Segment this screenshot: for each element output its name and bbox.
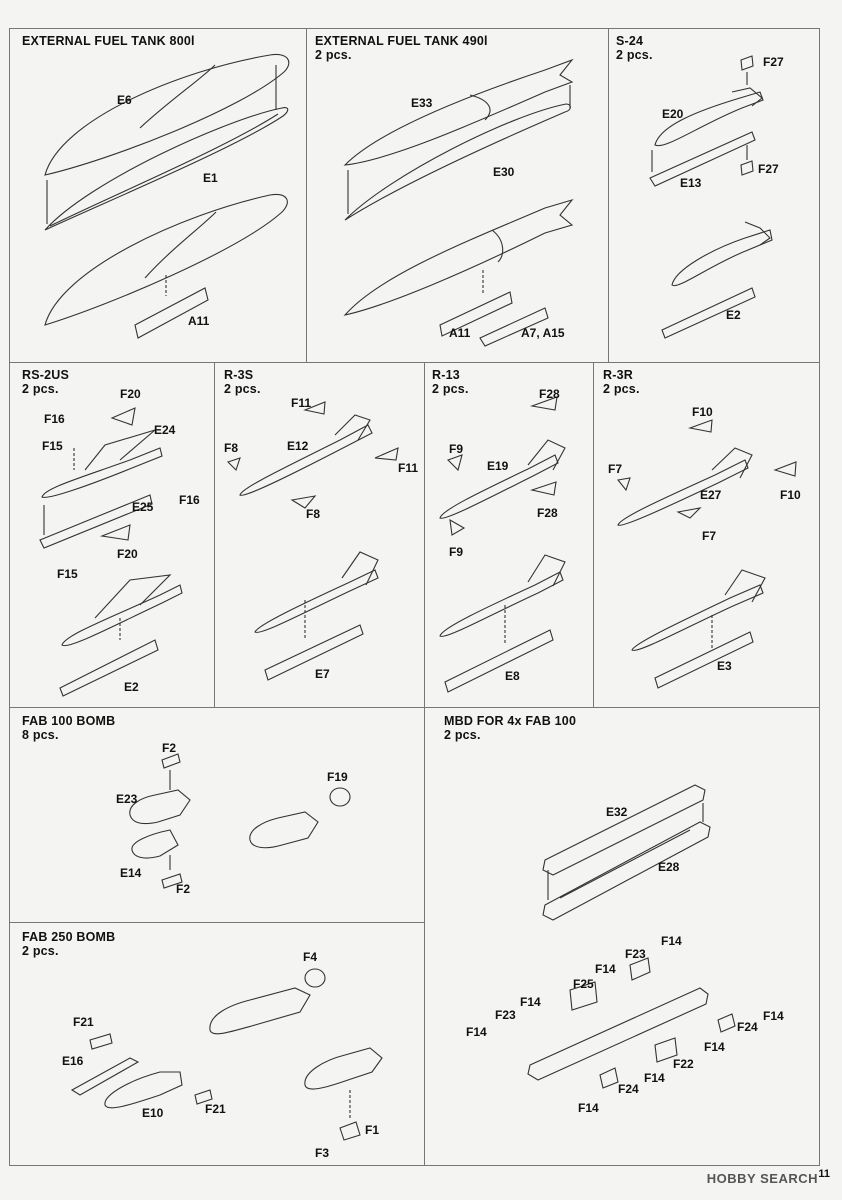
part-label: E32 [606, 805, 628, 819]
fuel-tank-800-drawing [45, 54, 289, 338]
part-label: F9 [449, 442, 464, 456]
part-label: E14 [120, 866, 142, 880]
part-label: F10 [692, 405, 713, 419]
part-label: F27 [763, 55, 784, 69]
part-label: F21 [73, 1015, 94, 1029]
part-label: F14 [466, 1025, 487, 1039]
r3r-drawing [618, 420, 796, 688]
part-label: F1 [365, 1123, 380, 1137]
part-label: F16 [179, 493, 200, 507]
section-title-r3r: R-3R 2 pcs. [603, 368, 640, 396]
part-label: F21 [205, 1102, 226, 1116]
part-label: E13 [680, 176, 702, 190]
part-label: E27 [700, 488, 722, 502]
part-label: E8 [505, 669, 520, 683]
part-label: F8 [306, 507, 321, 521]
part-label: F7 [702, 529, 717, 543]
s24-drawing [650, 56, 772, 338]
part-label: F27 [758, 162, 779, 176]
part-label: F2 [162, 741, 177, 755]
part-label: F19 [327, 770, 348, 784]
r3s-drawing [228, 402, 398, 680]
section-title-r3s: R-3S 2 pcs. [224, 368, 261, 396]
part-label: E23 [116, 792, 138, 806]
part-label: E19 [487, 459, 509, 473]
section-title-fab100: FAB 100 BOMB 8 pcs. [22, 714, 116, 742]
part-label: F11 [398, 461, 419, 475]
part-label: E30 [493, 165, 515, 179]
part-label: E7 [315, 667, 330, 681]
part-label: F20 [120, 387, 141, 401]
section-title-s24: S-24 2 pcs. [616, 34, 653, 62]
part-label: F8 [224, 441, 239, 455]
part-label: E10 [142, 1106, 164, 1120]
part-label: E3 [717, 659, 732, 673]
part-label: E2 [726, 308, 741, 322]
part-label: F3 [315, 1146, 330, 1160]
part-label: E24 [154, 423, 176, 437]
part-label: F14 [704, 1040, 725, 1054]
part-label: F15 [42, 439, 63, 453]
part-label: A7, A15 [521, 326, 565, 340]
part-label: F16 [44, 412, 65, 426]
part-label: E33 [411, 96, 433, 110]
part-label: F28 [539, 387, 560, 401]
section-title-rs2us: RS-2US 2 pcs. [22, 368, 70, 396]
part-label: F23 [625, 947, 646, 961]
fab100-drawing [130, 754, 350, 888]
part-label: A11 [449, 326, 471, 340]
part-label: F14 [520, 995, 541, 1009]
part-label: F7 [608, 462, 623, 476]
part-label: E28 [658, 860, 680, 874]
part-label: F14 [644, 1071, 665, 1085]
section-title-fuel-tank-490: EXTERNAL FUEL TANK 490l 2 pcs. [315, 34, 488, 62]
part-label: F2 [176, 882, 191, 896]
page-number: 11 [818, 1168, 830, 1180]
part-label: E12 [287, 439, 309, 453]
part-label: F25 [573, 977, 594, 991]
part-label: F15 [57, 567, 78, 581]
part-label: E25 [132, 500, 154, 514]
watermark: HOBBY SEARCH [706, 1171, 818, 1186]
part-label: E2 [124, 680, 139, 694]
part-label: F28 [537, 506, 558, 520]
part-label: F4 [303, 950, 318, 964]
fuel-tank-490-drawing [345, 60, 572, 346]
part-label: F24 [737, 1020, 758, 1034]
fab250-drawing [72, 969, 382, 1140]
part-label: F10 [780, 488, 801, 502]
part-label: A11 [188, 314, 210, 328]
part-label: F14 [661, 934, 682, 948]
part-label: F14 [578, 1101, 599, 1115]
section-title-mbd: MBD FOR 4x FAB 100 2 pcs. [444, 714, 577, 742]
part-label: E6 [117, 93, 132, 107]
part-label: F23 [495, 1008, 516, 1022]
part-label: E1 [203, 171, 218, 185]
part-label: F9 [449, 545, 464, 559]
part-label: F20 [117, 547, 138, 561]
section-title-fab250: FAB 250 BOMB 2 pcs. [22, 930, 116, 958]
part-label: F22 [673, 1057, 694, 1071]
section-title-r13: R-13 2 pcs. [432, 368, 469, 396]
part-label: F14 [595, 962, 616, 976]
part-label: F11 [291, 396, 312, 410]
part-label: F24 [618, 1082, 639, 1096]
part-label: F14 [763, 1009, 784, 1023]
section-title-fuel-tank-800: EXTERNAL FUEL TANK 800l [22, 34, 195, 48]
part-label: E16 [62, 1054, 84, 1068]
part-label: E20 [662, 107, 684, 121]
